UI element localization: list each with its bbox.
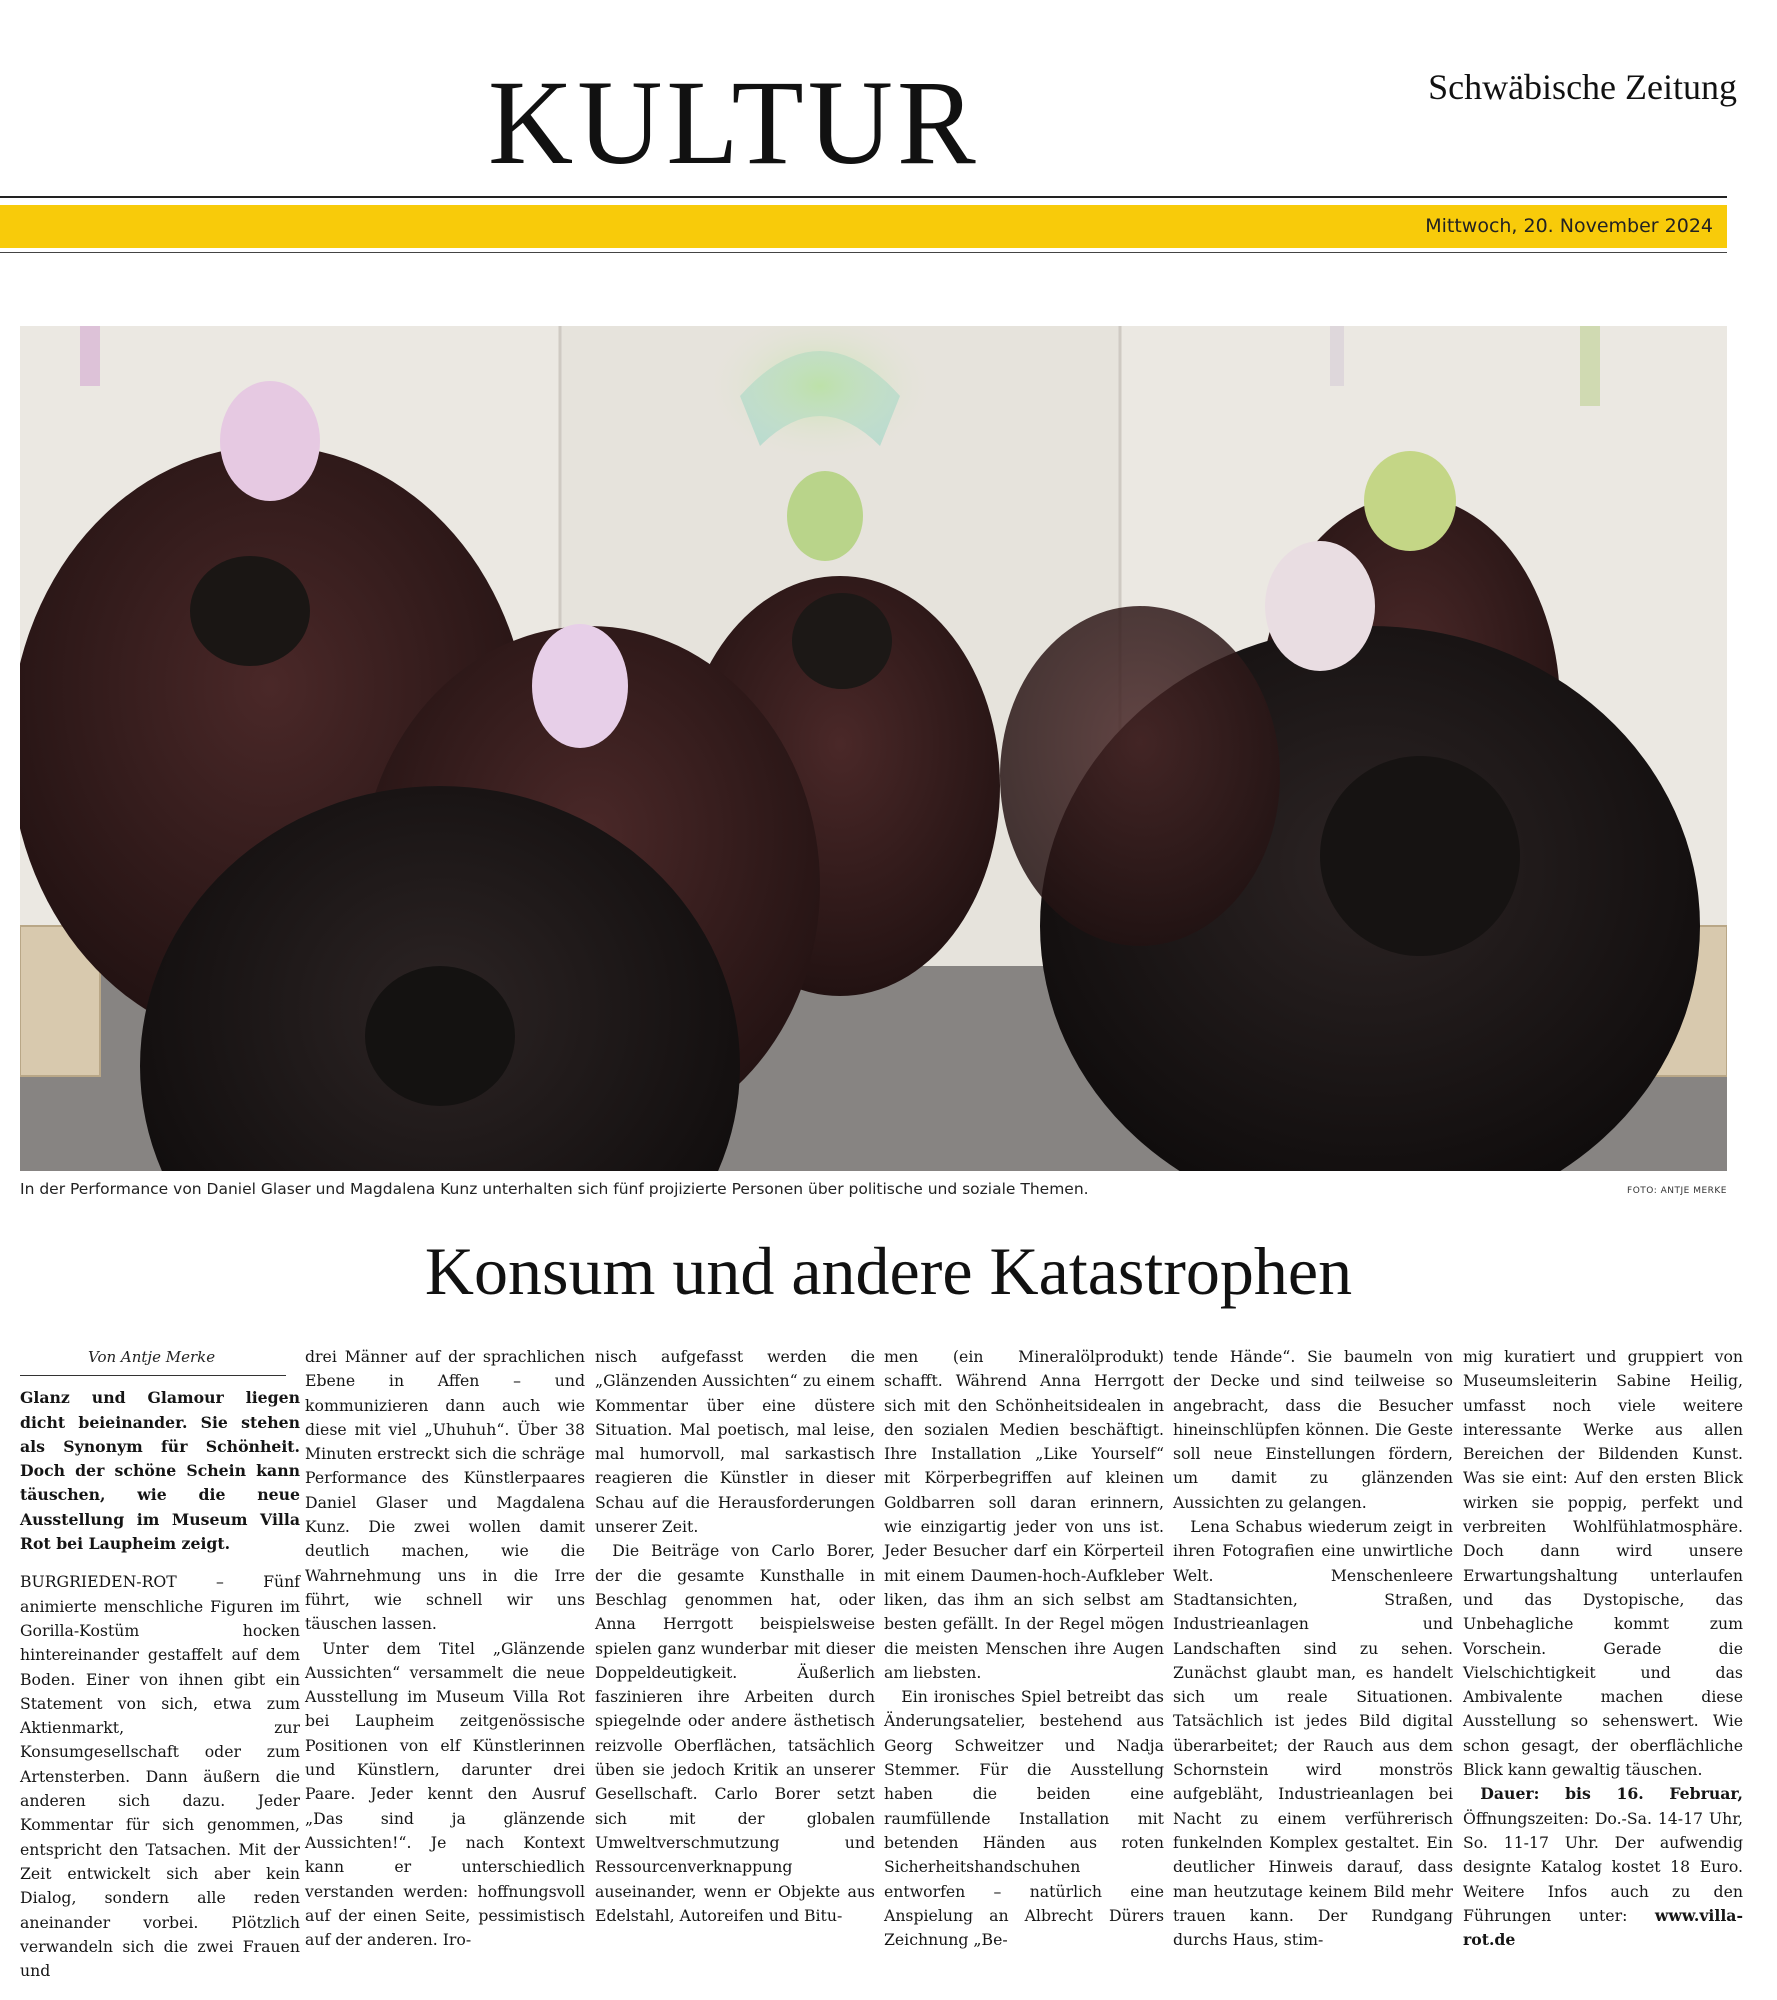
photo-credit: FOTO: ANTJE MERKE [1627, 1186, 1727, 1196]
body-paragraph: drei Männer auf der sprachlichen Ebene in Affen – und kommunizieren dann auch wie diese mit viel „Uhuhuh“. Über 38 Minuten erstreckt sich die schräge Performance des Künstlerpaares Daniel Glaser und Magdalena Kunz. Die zwei wollen damit deutlich machen, wie die Wahrnehmung uns in die Irre führt, wie schnell wir uns täuschen lassen. [305, 1347, 585, 1634]
byline: Von Antje Merke [88, 1348, 216, 1366]
info-url: www.villa-rot.de [1463, 1905, 1743, 1950]
info-label: Dauer: bis 16. Februar, [1480, 1784, 1743, 1804]
article-column-4 [884, 1345, 1164, 1952]
section-title: KULTUR [488, 55, 980, 190]
body-paragraph: mig kuratiert und gruppiert von Museumsleiterin Sabine Heilig, umfasst noch viele weitere interessante Werke aus allen Bereichen der Bildenden Kunst. Was sie eint: Auf den ersten Blick wirken sie poppig, perfekt und verbreiten Wohlfühlatmosphäre. Doch dann wird unsere Erwartungshaltung unterlaufen und das Dystopische, das Unbehagliche kommt zum Vorschein. Gerade die Vielschichtigkeit und das Ambivalente machen diese Ausstellung so sehenswert. Wie schon gesagt, der oberflächliche Blick kann gewaltig täuschen. [1463, 1347, 1743, 1780]
body-paragraph: Die Beiträge von Carlo Borer, der die gesamte Kunsthalle in Beschlag genommen hat, oder Anna Herrgott beispielsweise spielen ganz wunderbar mit dieser Doppeldeutigkeit. Äußerlich faszinieren ihre Arbeiten durch spiegelnde oder andere ästhetisch reizvolle Oberflächen, tatsächlich üben sie jedoch Kritik an unserer Gesellschaft. Carlo Borer setzt sich mit der globalen Umweltverschmutzung und Ressourcenverknappung auseinander, wenn er Objekte aus Edelstahl, Autoreifen und Bitu- [595, 1541, 875, 1925]
article-column-6 [1463, 1345, 1743, 1952]
gorilla-performance-photo [20, 326, 1727, 1171]
lead-paragraph: Glanz und Glamour liegen dicht beieinander. Sie stehen als Synonym für Schönheit. Doch der schöne Schein kann täuschen, wie die neue Ausstellung im Museum Villa Rot bei Laupheim zeigt. [20, 1388, 300, 1554]
body-paragraph: nisch aufgefasst werden die „Glänzenden Aussichten“ zu einem Kommentar über eine düstere Situation. Mal poetisch, mal leise, mal humorvoll, mal sarkastisch reagieren die Künstler in dieser Schau auf die Herausforderungen unserer Zeit. [595, 1347, 875, 1537]
body-paragraph: Ein ironisches Spiel betreibt das Änderungsatelier, bestehend aus Georg Schweitzer und Nadja Stemmer. Für die Ausstellung haben die beiden eine raumfüllende Installation mit betenden Händen aus roten Sicherheitshandschuhen entworfen – natürlich eine Anspielung an Albrecht Dürers Zeichnung „Be- [884, 1687, 1164, 1950]
article-column-3 [595, 1345, 875, 1928]
info-box [1463, 1782, 1743, 1952]
body-paragraph: Unter dem Titel „Glänzende Aussichten“ versammelt die neue Ausstellung im Museum Villa Rot bei Laupheim zeitgenössische Positionen von elf Künstlerinnen und Künstlern, darunter drei Paare. Jeder kennt den Ausruf „Das sind ja glänzende Aussichten!“. Je nach Kontext kann er unterschiedlich verstanden werden: hoffnungsvoll auf der einen Seite, pessimistisch auf der anderen. Iro- [305, 1638, 585, 1950]
date-bar [0, 205, 1727, 248]
header-rule-thin [0, 252, 1727, 253]
article-headline: Konsum und andere Katastrophen [424, 1233, 1353, 1309]
photo-caption: In der Performance von Daniel Glaser und Magdalena Kunz unterhalten sich fünf projizierte Personen über politische und soziale Themen. [20, 1180, 1089, 1198]
article-photo [20, 326, 1727, 1171]
header-rule [0, 196, 1727, 198]
newspaper-name: Schwäbische Zeitung [1428, 67, 1737, 107]
article-column-1 [20, 1345, 300, 1983]
body-paragraph: BURGRIEDEN-ROT – Fünf animierte menschliche Figuren im Gorilla-Kostüm hocken hintereinander gestaffelt auf dem Boden. Einer von ihnen gibt ein Statement von sich, etwa zum Aktienmarkt, zur Konsumgesellschaft oder zum Artensterben. Dann äußern die anderen sich dazu. Jeder Kommentar für sich genommen, entspricht den Tatsachen. Mit der Zeit entwickelt sich aber kein Dialog, sondern alle reden aneinander vorbei. Plötzlich verwandeln sich die zwei Frauen und [20, 1572, 300, 1981]
article-column-5 [1173, 1345, 1453, 1952]
byline-rule [20, 1375, 286, 1376]
article-column-2 [305, 1345, 585, 1952]
body-paragraph: tende Hände“. Sie baumeln von der Decke und sind teilweise so angebracht, dass die Besucher hineinschlüpfen können. Die Geste soll neue Einstellungen fördern, um damit zu glänzenden Aussichten zu gelangen. [1173, 1347, 1453, 1512]
info-text: Öffnungszeiten: Do.-Sa. 14-17 Uhr, So. 11-17 Uhr. Der aufwendig designte Katalog kostet 18 Euro. Weitere Infos auch zu den Führungen unter: [1463, 1808, 1743, 1925]
body-paragraph: men (ein Mineralölprodukt) schafft. Während Anna Herrgott sich mit den Schönheitsidealen in den sozialen Medien beschäftigt. Ihre Installation „Like Yourself“ mit Körperbegriffen auf kleinen Goldbarren soll daran erinnern, wie einzigartig jeder von uns ist. Jeder Besucher darf ein Körperteil mit einem Daumen-hoch-Aufkleber liken, das ihm an sich selbst am besten gefällt. In der Regel mögen die meisten Menschen ihre Augen am liebsten. [884, 1347, 1164, 1682]
issue-date: Mittwoch, 20. November 2024 [1425, 215, 1713, 237]
body-paragraph: Lena Schabus wiederum zeigt in ihren Fotografien eine unwirtliche Welt. Menschenleere Stadtansichten, Straßen, Industrieanlagen und Landschaften sind zu sehen. Zunächst glaubt man, es handelt sich um reale Situationen. Tatsächlich ist jedes Bild digital überarbeitet; der Rauch aus dem Schornstein wird monströs aufgebläht, Industrieanlagen bei Nacht zu einem verführerisch funkelnden Komplex gestaltet. Ein deutlicher Hinweis darauf, dass man heutzutage keinem Bild mehr trauen kann. Der Rundgang durchs Haus, stim- [1173, 1517, 1453, 1950]
